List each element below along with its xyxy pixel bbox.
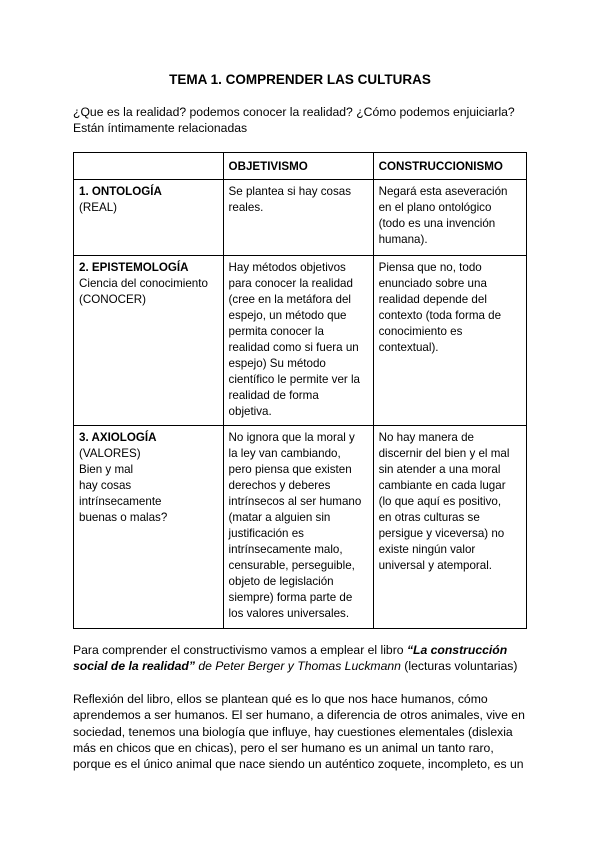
cell-line: No ignora que la moral y [228, 431, 355, 444]
paragraph-line: sociedad, tenemos una biología que influye, hay cuestiones elementales (dislexia [73, 724, 513, 739]
row-subtitle: buenas o malas? [79, 511, 168, 524]
row-title: 1. ONTOLOGÍA [79, 185, 162, 198]
cell-line: intrínsecos al ser humano [228, 495, 362, 508]
table-row [74, 426, 527, 629]
cell-line: Piensa que no, todo [378, 261, 482, 274]
cell-line: discernir del bien y el mal [378, 447, 510, 460]
text-span: (lecturas voluntarias) [400, 659, 518, 674]
page-title: TEMA 1. COMPRENDER LAS CULTURAS [169, 72, 431, 87]
cell-line: objetiva. [228, 405, 272, 418]
paragraph-book-reference [73, 642, 527, 675]
cell-line: los valores universales. [228, 607, 350, 620]
intro-text [73, 104, 533, 136]
cell-line: en otras culturas se [378, 511, 480, 524]
cell-line: (lo que aquí es positivo, [378, 495, 502, 508]
cell-line: existe ningún valor [378, 543, 476, 556]
table-header-row [74, 153, 527, 180]
row-subtitle: hay cosas [79, 479, 132, 492]
cell-line: universal y atemporal. [378, 559, 493, 572]
cell-objetivismo [223, 180, 373, 256]
intro-line: ¿Que es la realidad? podemos conocer la realidad? ¿Cómo podemos enjuiciarla? [73, 105, 515, 119]
row-label-ontologia [74, 180, 224, 256]
cell-line: permita conocer la [228, 325, 324, 338]
row-title: 3. AXIOLOGÍA [79, 431, 157, 444]
cell-line: realidad como si fuera un [228, 341, 359, 354]
cell-line: (todo es una invención [378, 217, 496, 230]
cell-line: derechos y deberes [228, 479, 331, 492]
row-subtitle: intrínsecamente [79, 495, 162, 508]
book-title: “La construcción [406, 643, 508, 657]
table-row [74, 180, 527, 256]
paragraph-reflection [73, 691, 527, 772]
cell-line: cambiante en cada lugar [378, 479, 506, 492]
cell-line: pero piensa que existen [228, 463, 352, 476]
comparison-table [73, 152, 527, 629]
cell-line: Se plantea si hay cosas [228, 185, 352, 198]
paragraph-line: porque es el único animal que nace siendo un auténtico zoquete, incompleto, es un [73, 757, 524, 772]
cell-line: conocimiento es [378, 325, 463, 338]
row-subtitle: (REAL) [79, 201, 118, 214]
cell-line: en el plano ontológico [378, 201, 492, 214]
cell-line: justificación es [228, 527, 304, 540]
paragraph-line: más en chicos que en chicas), pero el ser humano es un animal un tanto raro, [73, 740, 494, 755]
cell-line: contextual). [378, 341, 439, 354]
cell-line: Hay métodos objetivos [228, 261, 346, 274]
book-title: social de la realidad” [73, 659, 195, 674]
table-header-objetivismo: OBJETIVISMO [223, 153, 373, 180]
cell-line: la ley van cambiando, [228, 447, 341, 460]
cell-line: espejo, un método que [228, 309, 347, 322]
cell-line: humana). [378, 233, 428, 246]
author-name: Thomas Luckmann [297, 659, 401, 674]
cell-line: No hay manera de [378, 431, 474, 444]
cell-line: intrínsecamente malo, [228, 543, 343, 556]
cell-line: censurable, perseguible, [228, 559, 355, 572]
cell-line: objeto de legislación [228, 575, 334, 588]
row-subtitle: (VALORES) [79, 447, 141, 460]
table-header-empty [74, 153, 224, 180]
author-name: Peter Berger [215, 659, 285, 674]
text-span: de [194, 659, 216, 674]
cell-objetivismo [223, 426, 373, 629]
row-label-epistemologia [74, 256, 224, 426]
row-label-axiologia [74, 426, 224, 629]
cell-line: contexto (toda forma de [378, 309, 502, 322]
table-row [74, 256, 527, 426]
table-header-construccionismo: CONSTRUCCIONISMO [373, 153, 526, 180]
paragraph-line: Reflexión del libro, ellos se plantean qué es lo que nos hace humanos, cómo [73, 692, 488, 706]
row-subtitle: Bien y mal [79, 463, 134, 476]
cell-construccionismo [373, 426, 526, 629]
cell-line: reales. [228, 201, 264, 214]
cell-objetivismo [223, 256, 373, 426]
cell-line: espejo) Su método [228, 357, 326, 370]
text-span: Para comprender el constructivismo vamos a emplear el libro [73, 643, 407, 657]
cell-line: (matar a alguien sin [228, 511, 331, 524]
cell-line: sin atender a una moral [378, 463, 501, 476]
cell-line: realidad de forma [228, 389, 319, 402]
cell-line: (cree en la metáfora del [228, 293, 351, 306]
cell-line: siempre) forma parte de [228, 591, 353, 604]
row-subtitle: Ciencia del conocimiento [79, 277, 208, 290]
cell-line: científico le permite ver la [228, 373, 360, 386]
cell-line: persigue y viceversa) no [378, 527, 505, 540]
row-title: 2. EPISTEMOLOGÍA [79, 261, 189, 274]
cell-line: Negará esta aseveración [378, 185, 508, 198]
text-span: y [284, 659, 298, 674]
cell-line: para conocer la realidad [228, 277, 353, 290]
row-subtitle: (CONOCER) [79, 293, 146, 306]
cell-construccionismo [373, 180, 526, 256]
cell-line: realidad depende del [378, 293, 487, 306]
cell-line: enunciado sobre una [378, 277, 487, 290]
intro-line: Están íntimamente relacionadas [73, 121, 248, 135]
paragraph-line: aprendemos a ser humanos. El ser humano, a diferencia de otros animales, vive en [73, 708, 525, 723]
cell-construccionismo [373, 256, 526, 426]
